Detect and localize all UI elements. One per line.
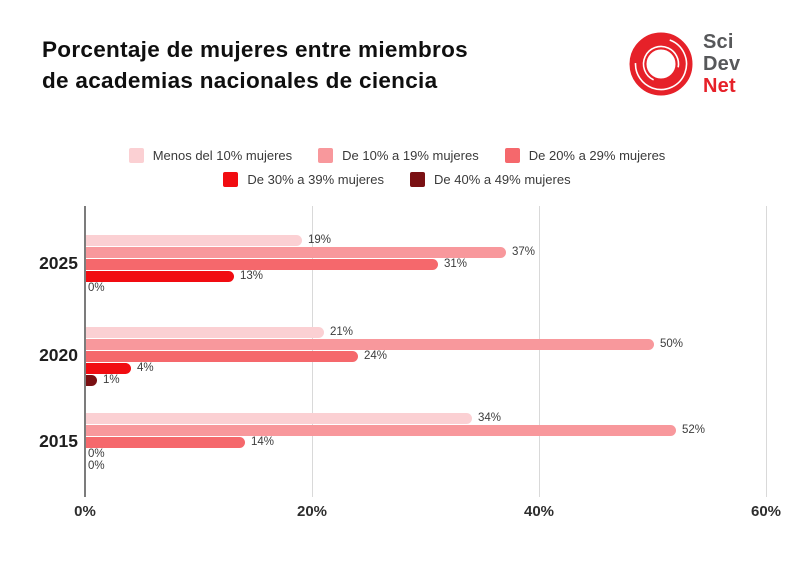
legend-label: De 30% a 39% mujeres xyxy=(247,172,384,187)
bar-value-label: 24% xyxy=(364,350,388,362)
bar-value-label: 52% xyxy=(682,424,706,436)
bar xyxy=(86,375,97,386)
bar-value-label: 13% xyxy=(240,270,264,282)
bar xyxy=(86,259,438,270)
legend-label: De 40% a 49% mujeres xyxy=(434,172,571,187)
bar-value-label: 14% xyxy=(251,436,275,448)
title-line-1: Porcentaje de mujeres entre miembros xyxy=(42,37,468,62)
bar-value-label: 31% xyxy=(444,258,468,270)
bar-value-label: 0% xyxy=(88,460,105,472)
gridline xyxy=(766,206,767,497)
bar-value-label: 37% xyxy=(512,246,536,258)
bar-value-label: 0% xyxy=(88,282,105,294)
logo-word-dev: Dev xyxy=(703,53,741,75)
title-line-2: de academias nacionales de ciencia xyxy=(42,68,438,93)
logo-word-net: Net xyxy=(703,75,736,97)
bar xyxy=(86,235,302,246)
bar-value-label: 1% xyxy=(103,374,120,386)
gridline xyxy=(539,206,540,497)
logo-word-sci: Sci xyxy=(703,31,734,53)
bar-value-label: 34% xyxy=(478,412,502,424)
bar-value-label: 4% xyxy=(137,362,154,374)
bar xyxy=(86,351,358,362)
category-label-2015: 2015 xyxy=(39,431,78,451)
legend-label: De 20% a 29% mujeres xyxy=(528,148,666,163)
category-label-2025: 2025 xyxy=(39,253,78,273)
bar-value-label: 50% xyxy=(660,338,684,350)
bar-value-label: 0% xyxy=(88,448,105,460)
legend-label: De 10% a 19% mujeres xyxy=(342,148,479,163)
bar xyxy=(86,413,472,424)
bar xyxy=(86,437,245,448)
x-axis-tick-label: 20% xyxy=(296,503,328,520)
bar xyxy=(86,247,506,258)
category-label-2020: 2020 xyxy=(39,345,78,365)
bar xyxy=(86,425,676,436)
x-axis-tick-label: 40% xyxy=(523,503,555,520)
legend-label: Menos del 10% mujeres xyxy=(152,148,293,163)
bar xyxy=(86,271,234,282)
bar xyxy=(86,363,131,374)
x-axis-tick-label: 0% xyxy=(74,503,96,520)
bar-value-label: 19% xyxy=(308,234,332,246)
bar xyxy=(86,339,654,350)
x-axis-tick-label: 60% xyxy=(750,503,782,520)
bar xyxy=(86,327,324,338)
bar-value-label: 21% xyxy=(330,326,354,338)
